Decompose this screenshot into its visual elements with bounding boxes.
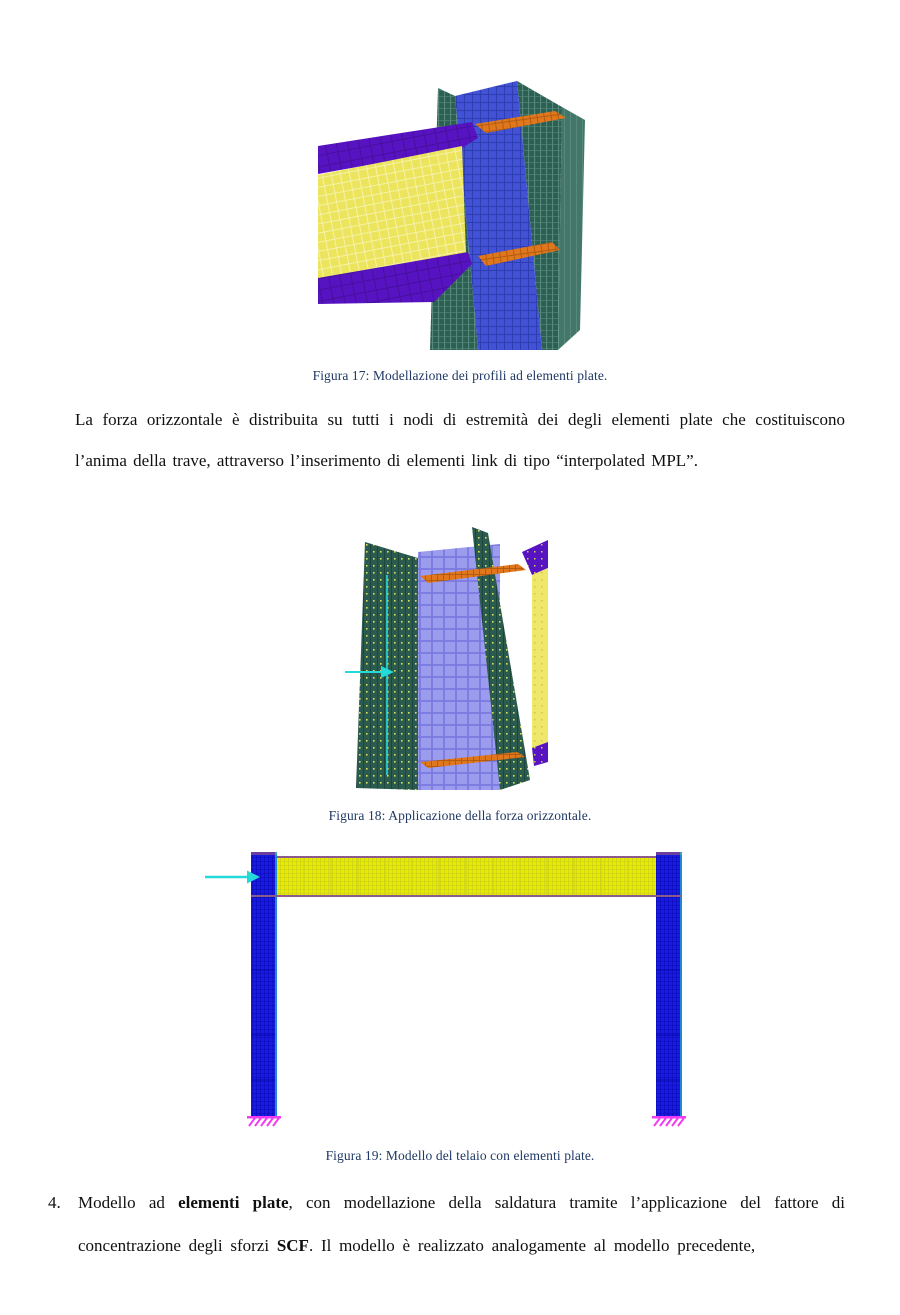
body-paragraph: La forza orizzontale è distribuita su tutti i nodi di estremità dei degli elementi plate che costituiscono l’anima della trave, attraverso l’inserimento di elementi link di tipo “interpolated MPL”. [75,410,845,470]
fig18-column [356,527,530,790]
fig19-right-support [652,1116,686,1126]
fig17-column-outer-flange [558,107,585,350]
figure-17-graphic [312,78,588,360]
fig19-beam [251,856,682,897]
fig19-left-column [251,852,277,1117]
figure-17-caption: Figura 17: Modellazione dei profili ad elementi plate. [312,368,608,383]
fig19-right-column-body [656,855,682,1117]
fig19-left-column-cap [251,852,277,856]
fig19-beam-top-edge [277,856,656,858]
figure-18-graphic [335,520,565,805]
list-item-4 [48,1181,845,1267]
figure-19-graphic [200,845,700,1130]
fig18-beam-web-edge [532,568,548,748]
fig19-right-column-cap [656,852,682,856]
fig18-beam [522,540,548,766]
fig19-left-column-body [251,855,277,1117]
figure-19-caption: Figura 19: Modello del telaio con elementi plate. [325,1148,595,1163]
fig19-left-support [247,1116,281,1126]
fig17-beam [318,122,478,304]
fig19-beam-bottom-edge [251,895,682,897]
fig19-right-column [656,852,682,1117]
list-item-number: 4. [48,1193,61,1212]
figure-18-caption: Figura 18: Applicazione della forza orizzontale. [328,808,592,823]
list-item-text: Modello ad elementi plate, con modellazione della saldatura tramite l’applicazione del fattore di concentrazione degli sforzi SCF. Il modello è realizzato analogamente al modello precedente, [78,1193,845,1255]
